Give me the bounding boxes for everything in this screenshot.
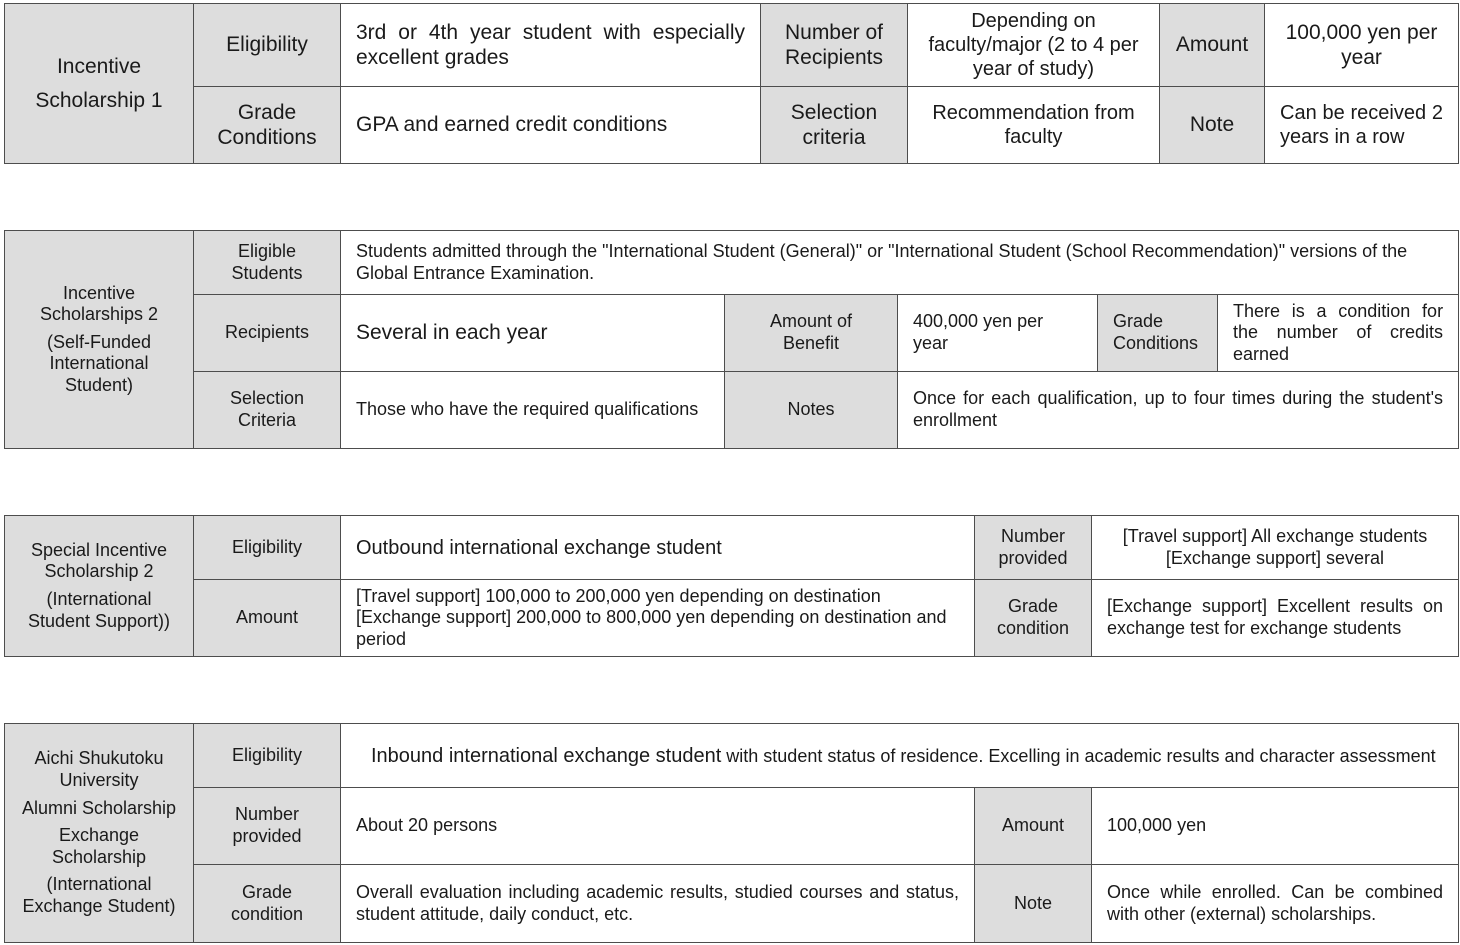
- grade-label: Grade Conditions: [1098, 295, 1218, 372]
- scholarship-name-line: (Self-Funded: [46, 331, 152, 352]
- grade-value: There is a condition for the number of credits earned: [1218, 295, 1459, 372]
- note-label: Notes: [725, 372, 898, 449]
- scholarship-name-line: (International: [46, 874, 152, 895]
- incentive-scholarship-1-table: [4, 3, 1459, 164]
- grade-label: Grade Conditions: [194, 87, 341, 164]
- amount-value: 100,000 yen per year: [1265, 4, 1459, 87]
- scholarship-name: [5, 724, 194, 943]
- scholarship-name: [5, 516, 194, 657]
- special-incentive-scholarship-2-table: [4, 515, 1459, 657]
- number-value: About 20 persons: [341, 788, 975, 865]
- eligibility-label: Eligibility: [194, 4, 341, 87]
- eligibility-value: Students admitted through the "International Student (General)" or "International Student (School Recommendation)" versions of the Global Entrance Examination.: [341, 231, 1459, 295]
- eligibility-value: Outbound international exchange student: [341, 516, 975, 580]
- note-label: Note: [975, 865, 1092, 943]
- selection-label: Selection criteria: [761, 87, 908, 164]
- amount-value: 100,000 yen: [1092, 788, 1459, 865]
- scholarship-name-line: Student): [64, 374, 134, 395]
- grade-value: [Exchange support] Excellent results on exchange test for exchange students: [1092, 580, 1459, 657]
- eligibility-value-rest: with student status of residence. Excelling in academic results and character assessment: [721, 745, 1436, 766]
- eligibility-label: Eligibility: [194, 724, 341, 788]
- eligibility-label: Eligibility: [194, 516, 341, 580]
- scholarship-name-line: University: [59, 770, 139, 791]
- scholarship-name-line: Scholarship: [51, 846, 147, 867]
- scholarship-name-line: Scholarship 2: [44, 561, 154, 582]
- amount-value: [341, 580, 975, 657]
- amount-label: Amount: [194, 580, 341, 657]
- grade-label: Grade condition: [194, 865, 341, 943]
- amount-label: Amount of Benefit: [725, 295, 898, 372]
- scholarship-name-line: Scholarship 1: [35, 88, 163, 112]
- selection-label: Selection Criteria: [194, 372, 341, 449]
- scholarship-name-line: Incentive: [62, 282, 136, 303]
- scholarship-name-line: (International: [46, 589, 152, 609]
- amount-value: 400,000 yen per year: [898, 295, 1098, 372]
- scholarship-name-line: Alumni Scholarship: [21, 797, 177, 818]
- amount-value-line: [Travel support] 100,000 to 200,000 yen depending on destination: [356, 585, 881, 606]
- recipients-label: Recipients: [194, 295, 341, 372]
- selection-value: Those who have the required qualifications: [341, 372, 725, 449]
- eligibility-value: 3rd or 4th year student with especially excellent grades: [341, 4, 761, 87]
- amount-label: Amount: [975, 788, 1092, 865]
- number-label: Number provided: [975, 516, 1092, 580]
- scholarship-name-line: Exchange: [58, 825, 140, 846]
- scholarship-name-line: Exchange Student): [22, 895, 176, 916]
- incentive-scholarships-2-table: [4, 230, 1459, 449]
- grade-value: Overall evaluation including academic results, studied courses and status, student attitude, daily conduct, etc.: [341, 865, 975, 943]
- number-label: Number provided: [194, 788, 341, 865]
- scholarship-name-line: Incentive: [56, 55, 142, 79]
- recipients-value: Several in each year: [341, 295, 725, 372]
- number-value: [1092, 516, 1459, 580]
- scholarship-name: [5, 4, 194, 164]
- amount-value-line: [Exchange support] 200,000 to 800,000 yen depending on destination and period: [356, 607, 947, 649]
- scholarship-name-line: Student Support)): [27, 610, 171, 631]
- eligibility-value-main: Inbound international exchange student: [371, 744, 722, 767]
- note-value: Once while enrolled. Can be combined with other (external) scholarships.: [1092, 865, 1459, 943]
- note-value: Can be received 2 years in a row: [1265, 87, 1459, 164]
- scholarship-name-line: Aichi Shukutoku: [34, 748, 164, 769]
- scholarship-name: [5, 231, 194, 449]
- eligibility-label: Eligible Students: [194, 231, 341, 295]
- scholarship-name-line: International: [49, 353, 149, 374]
- scholarship-name-line: Scholarships 2: [39, 304, 159, 325]
- recipients-label: Number of Recipients: [761, 4, 908, 87]
- number-value-line: [Travel support] All exchange students: [1122, 525, 1428, 546]
- recipients-value: Depending on faculty/major (2 to 4 per year of study): [908, 4, 1160, 87]
- selection-value: Recommendation from faculty: [908, 87, 1160, 164]
- scholarship-name-line: Special Incentive: [30, 539, 168, 560]
- number-value-line: [Exchange support] several: [1165, 547, 1385, 568]
- eligibility-value: [341, 724, 1459, 788]
- grade-value: GPA and earned credit conditions: [341, 87, 761, 164]
- note-value: Once for each qualification, up to four times during the student's enrollment: [898, 372, 1459, 449]
- grade-label: Grade condition: [975, 580, 1092, 657]
- alumni-exchange-scholarship-table: [4, 723, 1459, 943]
- note-label: Note: [1160, 87, 1265, 164]
- amount-label: Amount: [1160, 4, 1265, 87]
